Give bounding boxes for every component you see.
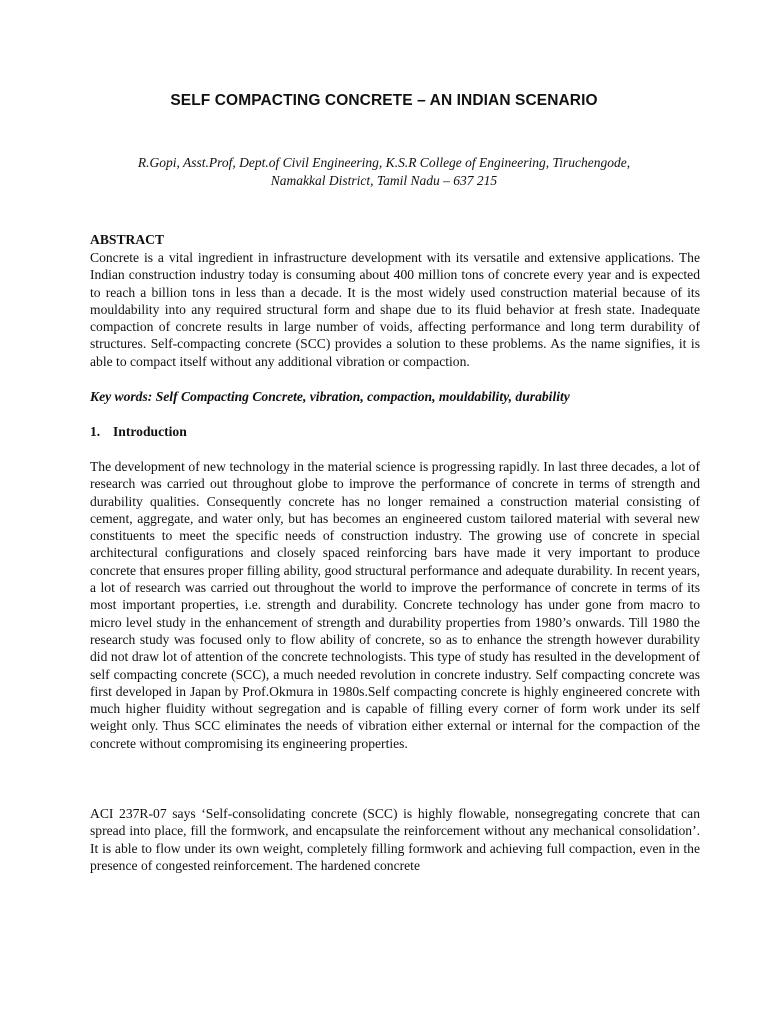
keywords-line: Key words: Self Compacting Concrete, vibration, compaction, mouldability, durability <box>90 389 570 404</box>
abstract-heading: ABSTRACT <box>90 232 165 247</box>
abstract-text: Concrete is a vital ingredient in infrastructure development with its versatile and extensive applications. The Indian construction industry today is consuming about 400 million tons of concrete every year and is expected to reach a billion tons in less than a decade. It is the most widely used construction material because of its mouldability into any required structural form and shape due to its fluid behavior at fresh state. Inadequate compaction of concrete results in large number of voids, affecting performance and long term durability of structures. Self-compacting concrete (SCC) provides a solution to these problems. As the name signifies, it is able to compact itself without any additional vibration or compaction. <box>90 250 700 369</box>
paper-title: SELF COMPACTING CONCRETE – AN INDIAN SCENARIO <box>170 92 598 109</box>
author-line-2: Namakkal District, Tamil Nadu – 637 215 <box>270 173 498 188</box>
aci-definition-paragraph: ACI 237R-07 says ‘Self-consolidating concrete (SCC) is highly flowable, nonsegregating concrete that can spread into place, fill the formwork, and encapsulate the reinforcement without any mechanical consolidation’. It is able to flow under its own weight, completely filling formwork and achieving full compaction, even in the presence of congested reinforcement. The hardened concrete <box>90 806 700 873</box>
section-heading-introduction <box>90 424 187 440</box>
section-number: 1. <box>90 424 101 439</box>
section-title: Introduction <box>113 424 187 439</box>
author-affiliation <box>90 154 678 190</box>
author-line-1: R.Gopi, Asst.Prof, Dept.of Civil Engineering, K.S.R College of Engineering, Tiruchengode, <box>137 155 631 170</box>
introduction-paragraph: The development of new technology in the material science is progressing rapidly. In last three decades, a lot of research was carried out throughout globe to improve the performance of concrete in terms of strength and durability qualities. Consequently concrete has no longer remained a construction material consisting of cement, aggregate, and water only, but has becomes an engineered custom tailored material with several new constituents to meet the specific needs of construction industry. The growing use of concrete in special architectural configurations and closely spaced reinforcing bars have made it very important to produce concrete that ensures proper filling ability, good structural performance and adequate durability. In recent years, a lot of research was carried out throughout the world to improve the performance of concrete in terms of its most important properties, i.e. strength and durability. Concrete technology has under gone from macro to micro level study in the enhancement of strength and durability properties from 1980’s onwards. Till 1980 the research study was focused only to flow ability of concrete, so as to enhance the strength however durability did not draw lot of attention of the concrete technologists. This type of study has resulted in the development of self compacting concrete (SCC), a much needed revolution in concrete industry. Self compacting concrete was first developed in Japan by Prof.Okmura in 1980s.Self compacting concrete is highly engineered concrete with much higher fluidity without segregation and is capable of filling every corner of form work under its self weight only. Thus SCC eliminates the needs of vibration either external or internal for the compaction of the concrete without compromising its engineering properties. <box>90 459 700 751</box>
